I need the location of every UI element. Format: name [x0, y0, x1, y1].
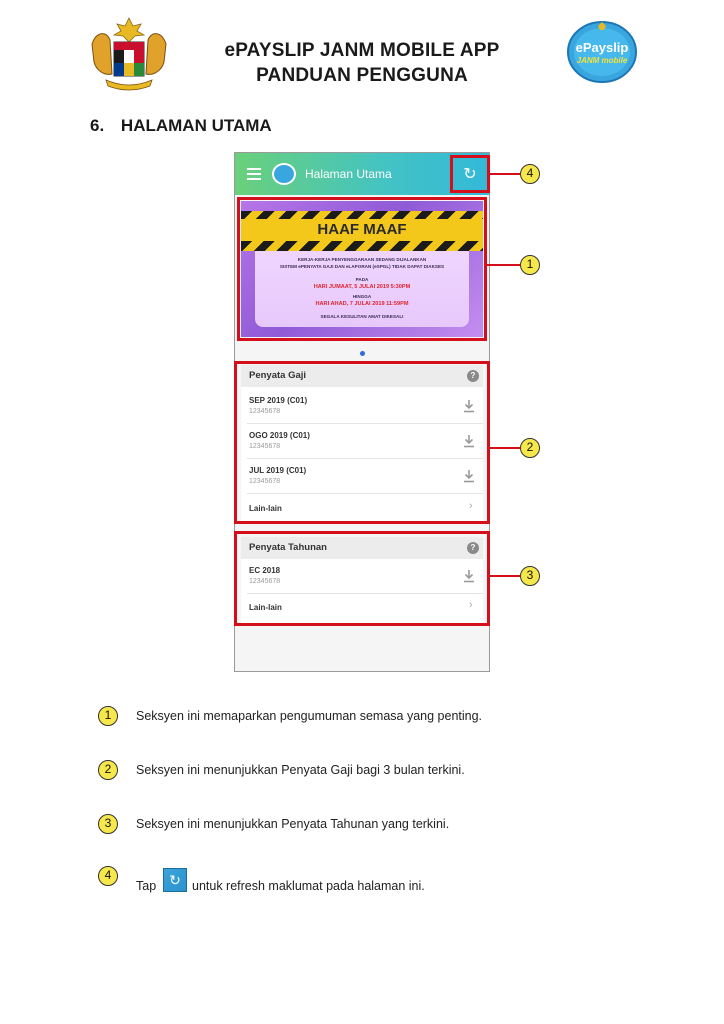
banner-start: HARI JUMAAT, 5 JULAI 2019 5:30PM	[313, 284, 411, 290]
appbar-logo-icon	[271, 162, 297, 186]
help-icon[interactable]: ?	[467, 370, 479, 382]
document-title-line1: ePAYSLIP JANM MOBILE APP	[224, 40, 500, 61]
epayslip-logo-text: ePayslip	[575, 40, 629, 55]
legend-number: 1	[98, 706, 118, 726]
section-title: HALAMAN UTAMA	[120, 116, 272, 135]
banner-title: HAAF MAAF	[241, 219, 483, 241]
callout-leader-2	[490, 447, 520, 449]
epayslip-logo-icon	[566, 20, 638, 84]
list-item-sub: 12345678	[249, 443, 281, 450]
banner-closing: SEGALA KESULITAN AMAT DIKESALI	[320, 314, 404, 319]
help-icon[interactable]: ?	[467, 542, 479, 554]
appbar-title: Halaman Utama	[305, 167, 392, 181]
document-title-line2: PANDUAN PENGGUNA	[256, 65, 468, 86]
list-item-title: EC 2018	[249, 566, 281, 575]
banner-hingga: HINGGA	[352, 294, 372, 299]
callout-leader-1	[487, 264, 520, 266]
legend-number: 4	[98, 866, 118, 886]
list-item-title: SEP 2019 (C01)	[249, 396, 308, 405]
list-item-title: JUL 2019 (C01)	[249, 466, 307, 475]
list-item-title: OGO 2019 (C01)	[249, 431, 310, 440]
callout-leader-4	[490, 173, 520, 175]
legend-text: Seksyen ini menunjukkan Penyata Gaji bagi 3 bulan terkini.	[136, 763, 465, 777]
callout-number-1: 1	[520, 255, 540, 275]
callout-number-2: 2	[520, 438, 540, 458]
highlight-box-2	[234, 361, 490, 524]
legend-text: Seksyen ini menunjukkan Penyata Tahunan yang terkini.	[136, 817, 450, 831]
banner-line2: SISTEM ePENYATA GAJI DAN eLAPORAN (eSPGL) TIDAK DAPAT DIAKSES	[279, 264, 445, 269]
legend-text: untuk refresh maklumat pada halaman ini.	[192, 879, 425, 893]
chevron-right-icon: ›	[469, 500, 473, 512]
section-number: 6.	[90, 116, 105, 135]
legend-text: Seksyen ini memaparkan pengumuman semasa yang penting.	[136, 709, 483, 723]
banner-pada: PADA	[355, 277, 369, 282]
highlight-box-3	[234, 531, 490, 626]
lain-lain-label: Lain-lain	[249, 603, 282, 612]
carousel-dot[interactable]	[360, 351, 365, 356]
highlight-box-1	[237, 197, 487, 341]
banner-line1: KERJA-KERJA PENYENGGARAAN SEDANG DIJALANKAN	[297, 257, 427, 262]
callout-number-4: 4	[520, 164, 540, 184]
epayslip-logo-subtext: JANM mobile	[576, 56, 628, 65]
callout-number-3: 3	[520, 566, 540, 586]
chevron-right-icon: ›	[469, 599, 473, 611]
list-item-sub: 12345678	[249, 578, 281, 585]
callout-leader-3	[490, 575, 520, 577]
legend-tap-label: Tap	[136, 879, 157, 893]
highlight-box-4	[450, 155, 490, 193]
legend-number: 3	[98, 814, 118, 834]
refresh-icon: ↻	[163, 868, 187, 892]
hamburger-menu-icon[interactable]	[247, 168, 261, 180]
lain-lain-label: Lain-lain	[249, 504, 282, 513]
penyata-gaji-title: Penyata Gaji	[249, 370, 307, 381]
list-item-sub: 12345678	[249, 478, 281, 485]
banner-end: HARI AHAD, 7 JULAI 2019 11:59PM	[315, 301, 409, 307]
section-heading	[90, 116, 272, 136]
penyata-tahunan-title: Penyata Tahunan	[249, 542, 327, 553]
list-item-sub: 12345678	[249, 408, 281, 415]
legend-number: 2	[98, 760, 118, 780]
refresh-icon[interactable]: ↻	[463, 166, 477, 183]
